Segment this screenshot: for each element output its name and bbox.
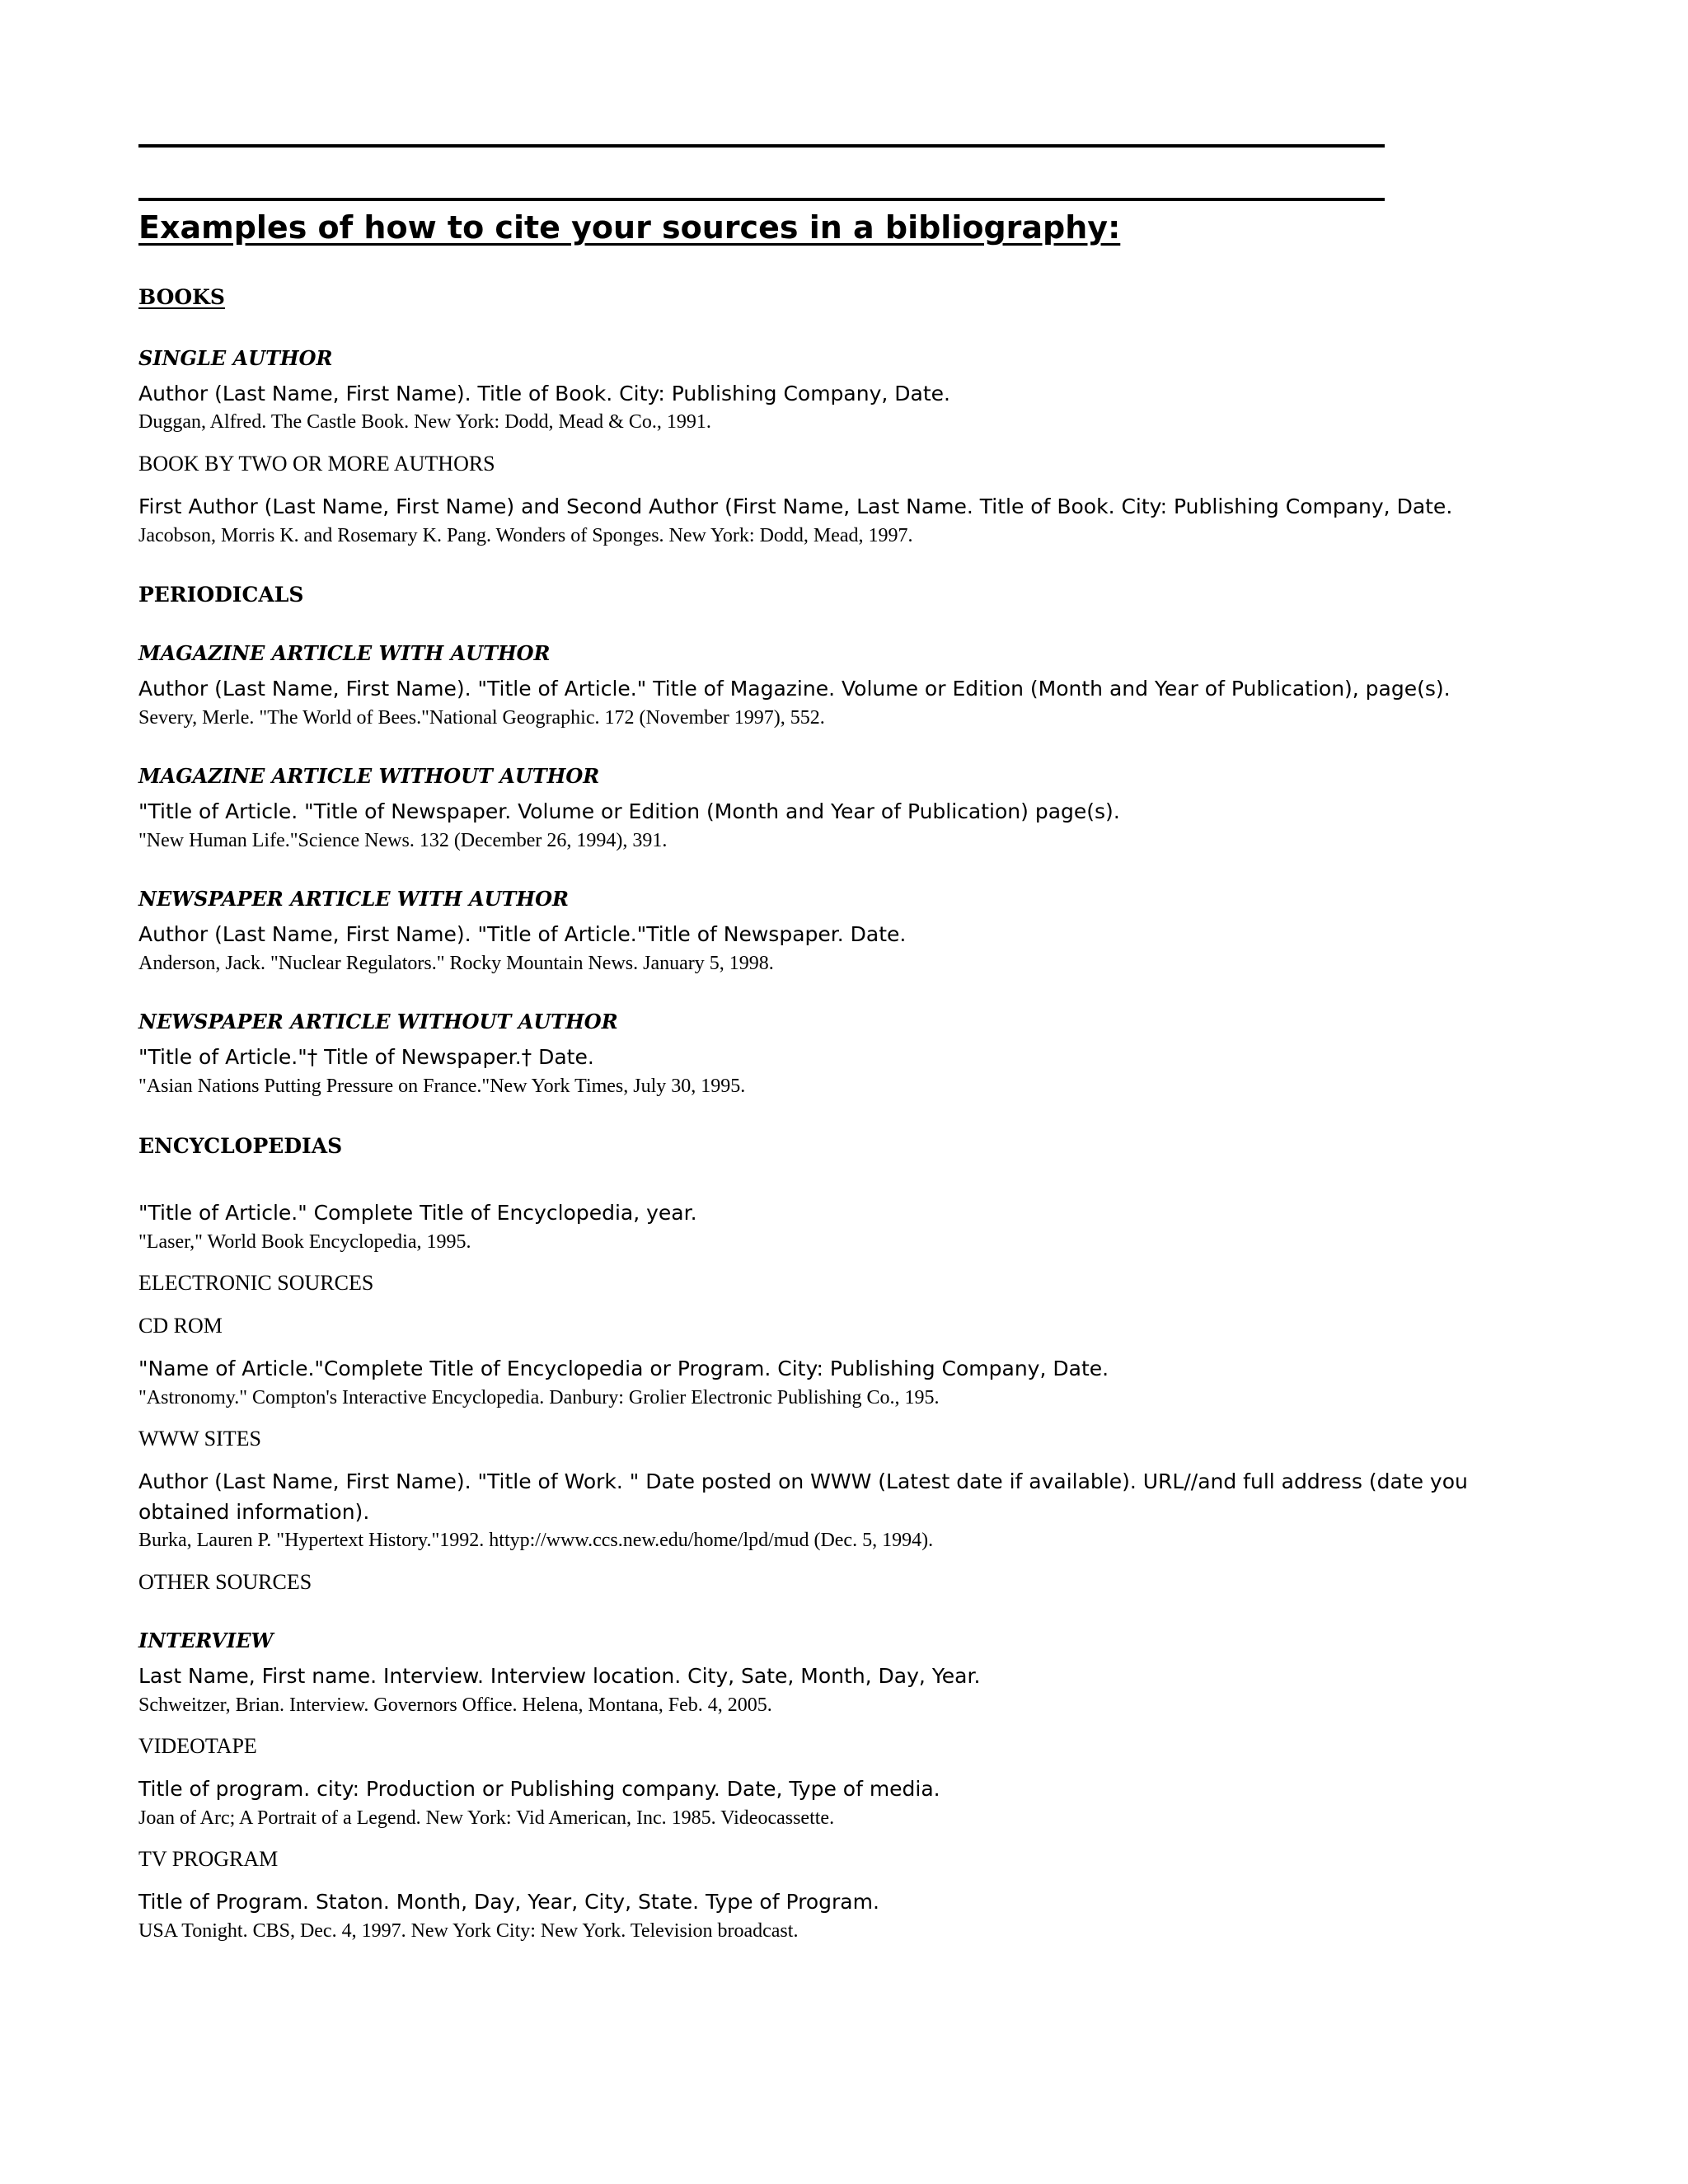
format-www-sites-line-1: Author (Last Name, First Name). "Title of Work. " Date posted on WWW (Latest date if available). URL//and full address (date you xyxy=(138,1469,1468,1493)
blank-line-1 xyxy=(138,144,1385,148)
subheading-single-author: SINGLE AUTHOR xyxy=(138,346,333,370)
format-newspaper-with-author: Author (Last Name, First Name). "Title of Article."Title of Newspaper. Date. xyxy=(138,922,907,946)
example-encyclopedias: "Laser," World Book Encyclopedia, 1995. xyxy=(138,1231,471,1253)
example-newspaper-with-author: Anderson, Jack. "Nuclear Regulators." Rocky Mountain News. January 5, 1998. xyxy=(138,953,774,974)
format-magazine-with-author: Author (Last Name, First Name). "Title of Article." Title of Magazine. Volume or Edition (Month and Year of Publication), page(s). xyxy=(138,677,1451,701)
subheading-www-sites: WWW SITES xyxy=(138,1427,261,1451)
example-single-author: Duggan, Alfred. The Castle Book. New York: Dodd, Mead & Co., 1991. xyxy=(138,411,711,433)
example-two-authors: Jacobson, Morris K. and Rosemary K. Pang. Wonders of Sponges. New York: Dodd, Mead, 1997. xyxy=(138,525,913,546)
format-cd-rom: "Name of Article."Complete Title of Encyclopedia or Program. City: Publishing Company, Date. xyxy=(138,1357,1109,1380)
subheading-tv-program: TV PROGRAM xyxy=(138,1847,279,1871)
example-magazine-with-author: Severy, Merle. "The World of Bees."National Geographic. 172 (November 1997), 552. xyxy=(138,707,825,729)
page-title: Examples of how to cite your sources in a bibliography: xyxy=(138,209,1121,246)
section-heading-encyclopedias: ENCYCLOPEDIAS xyxy=(138,1134,343,1158)
format-magazine-without-author: "Title of Article. "Title of Newspaper. Volume or Edition (Month and Year of Publication) page(s). xyxy=(138,799,1120,823)
subheading-interview: INTERVIEW xyxy=(138,1629,274,1652)
section-heading-books: BOOKS xyxy=(138,285,225,309)
section-heading-electronic-sources: ELECTRONIC SOURCES xyxy=(138,1271,374,1295)
format-interview: Last Name, First name. Interview. Interview location. City, Sate, Month, Day, Year. xyxy=(138,1664,981,1688)
subheading-cd-rom: CD ROM xyxy=(138,1314,223,1338)
example-magazine-without-author: "New Human Life."Science News. 132 (December 26, 1994), 391. xyxy=(138,830,668,851)
subheading-magazine-without-author: MAGAZINE ARTICLE WITHOUT AUTHOR xyxy=(138,764,600,788)
format-single-author: Author (Last Name, First Name). Title of Book. City: Publishing Company, Date. xyxy=(138,382,950,405)
format-www-sites-line-2: obtained information). xyxy=(138,1500,370,1524)
format-videotape: Title of program. city: Production or Publishing company. Date, Type of media. xyxy=(138,1777,940,1801)
format-two-authors: First Author (Last Name, First Name) and Second Author (First Name, Last Name. Title of Book. City: Publishing Company, Date. xyxy=(138,494,1453,518)
subheading-videotape: VIDEOTAPE xyxy=(138,1734,257,1758)
format-encyclopedias: "Title of Article." Complete Title of Encyclopedia, year. xyxy=(138,1201,697,1225)
example-interview: Schweitzer, Brian. Interview. Governors Office. Helena, Montana, Feb. 4, 2005. xyxy=(138,1694,772,1716)
format-tv-program: Title of Program. Staton. Month, Day, Year, City, State. Type of Program. xyxy=(138,1890,879,1914)
subheading-two-authors: BOOK BY TWO OR MORE AUTHORS xyxy=(138,452,495,476)
blank-line-2 xyxy=(138,198,1385,201)
subheading-newspaper-with-author: NEWSPAPER ARTICLE WITH AUTHOR xyxy=(138,887,569,911)
format-newspaper-without-author: "Title of Article."† Title of Newspaper.† Date. xyxy=(138,1045,594,1069)
example-cd-rom: "Astronomy." Compton's Interactive Encyclopedia. Danbury: Grolier Electronic Publishing Co., 195. xyxy=(138,1387,940,1408)
example-www-sites: Burka, Lauren P. "Hypertext History."1992. httyp://www.ccs.new.edu/home/lpd/mud (Dec. 5, 1994). xyxy=(138,1530,934,1551)
subheading-newspaper-without-author: NEWSPAPER ARTICLE WITHOUT AUTHOR xyxy=(138,1010,618,1033)
section-heading-other-sources: OTHER SOURCES xyxy=(138,1570,312,1594)
example-newspaper-without-author: "Asian Nations Putting Pressure on France."New York Times, July 30, 1995. xyxy=(138,1076,746,1097)
subheading-magazine-with-author: MAGAZINE ARTICLE WITH AUTHOR xyxy=(138,641,551,665)
example-videotape: Joan of Arc; A Portrait of a Legend. New York: Vid American, Inc. 1985. Videocassette. xyxy=(138,1807,835,1829)
example-tv-program: USA Tonight. CBS, Dec. 4, 1997. New York City: New York. Television broadcast. xyxy=(138,1920,799,1942)
section-heading-periodicals: PERIODICALS xyxy=(138,583,304,607)
